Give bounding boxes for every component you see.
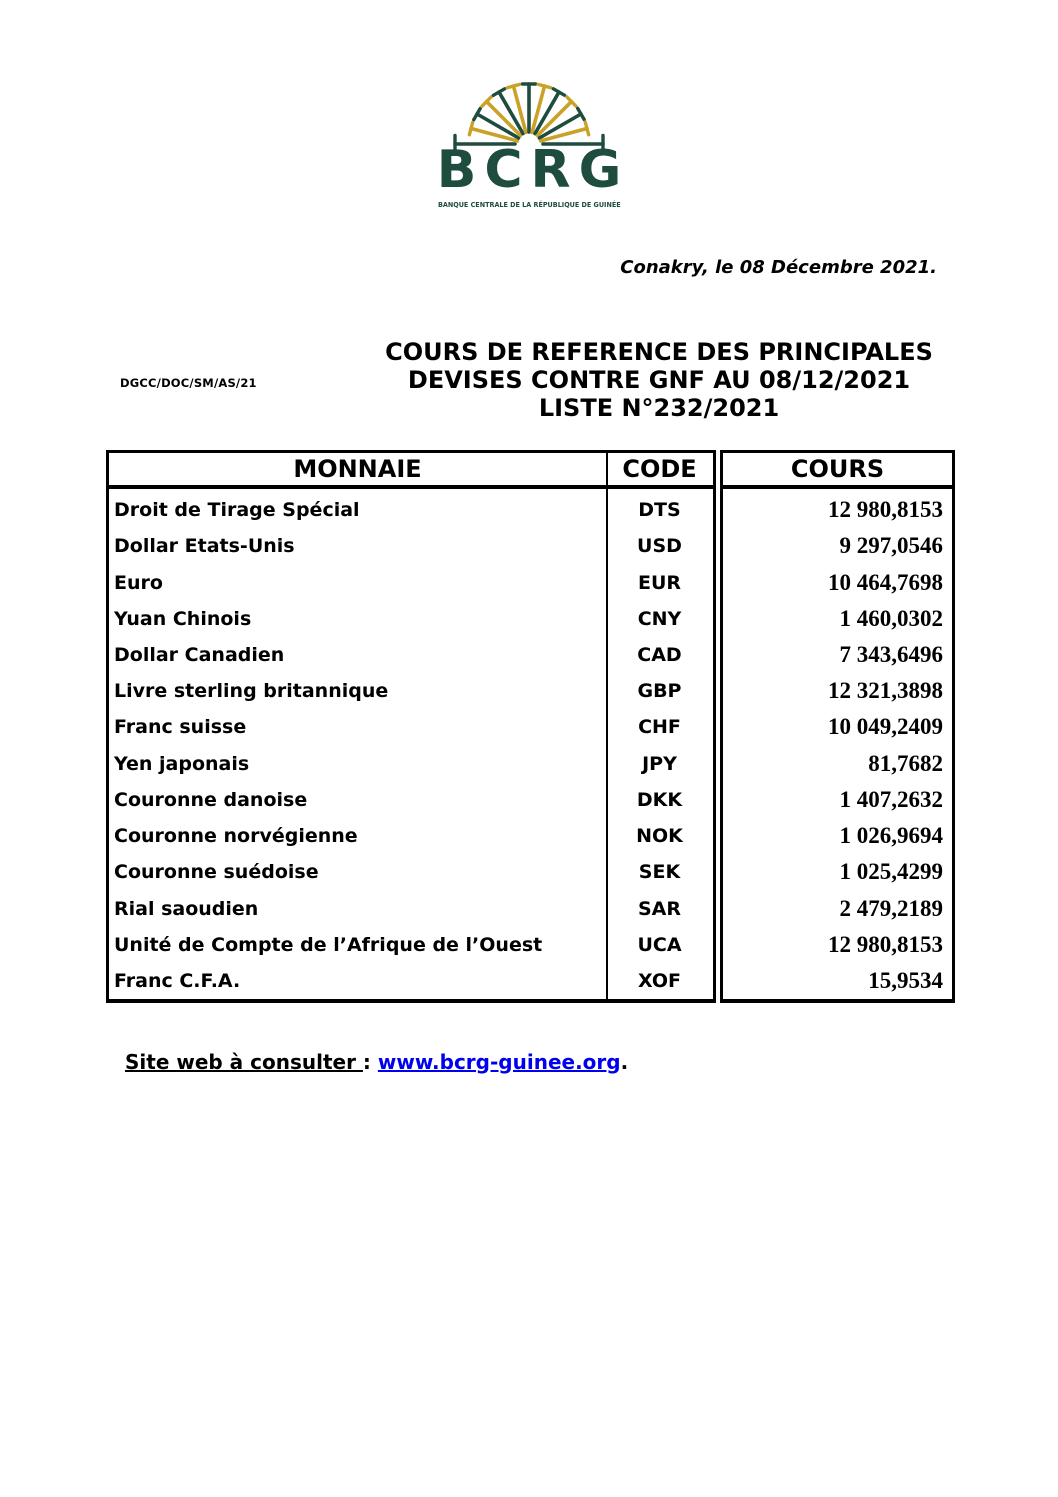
exchange-rate-cell: 1 025,4299	[839, 859, 943, 885]
table-row	[109, 492, 713, 528]
exchange-rate-cell: 1 407,2632	[839, 786, 943, 812]
title-line-2: DEVISES CONTRE GNF AU 08/12/2021	[407, 366, 911, 394]
currency-name-cell: Euro	[114, 571, 163, 594]
header-monnaie: MONNAIE	[293, 455, 422, 483]
title-line-1: COURS DE REFERENCE DES PRINCIPALES	[385, 338, 933, 366]
table-row	[109, 782, 713, 818]
exchange-rate-cell: 1 026,9694	[839, 823, 943, 849]
currency-name-cell: Couronne norvégienne	[114, 825, 358, 848]
currency-code-cell: DTS	[638, 499, 681, 522]
table-row	[109, 709, 713, 745]
currency-name-cell: Couronne danoise	[114, 788, 308, 811]
currency-code-cell: GBP	[637, 680, 682, 703]
table-header-row	[109, 453, 713, 489]
currency-name-cell: Couronne suédoise	[114, 861, 319, 884]
currency-name-cell: Yen japonais	[114, 752, 250, 775]
exchange-rate-cell: 12 321,3898	[828, 678, 943, 704]
currency-code-cell: CNY	[637, 607, 682, 630]
website-link[interactable]: www.bcrg-guinee.org	[377, 1050, 621, 1074]
website-period: .	[620, 1050, 629, 1074]
website-label: Site web à consulter	[125, 1050, 363, 1074]
exchange-rate-cell: 2 479,2189	[839, 895, 943, 921]
exchange-rate-cell: 10 049,2409	[828, 714, 943, 740]
exchange-rate-cell: 7 343,6496	[839, 641, 943, 667]
table-row	[109, 854, 713, 890]
table-row	[109, 601, 713, 637]
table-row	[109, 890, 713, 926]
table-row	[109, 564, 713, 600]
exchange-rate-cell: 10 464,7698	[828, 569, 943, 595]
currency-name-cell: Livre sterling britannique	[114, 680, 389, 703]
rates-body-left	[109, 489, 713, 999]
exchange-rate-cell: 1 460,0302	[839, 605, 943, 631]
currency-name-cell: Dollar Canadien	[114, 643, 285, 666]
logo-wordmark: BCRG	[436, 140, 630, 200]
table-row	[109, 963, 713, 999]
table-row	[109, 528, 713, 564]
document-title	[359, 338, 959, 422]
fan-of-pins-icon	[441, 64, 617, 150]
currency-code-cell: CHF	[638, 716, 681, 739]
exchange-rate-cell: 12 980,8153	[828, 497, 943, 523]
logo-subtitle: BANQUE CENTRALE DE LA RÉPUBLIQUE DE GUINÉE	[437, 201, 621, 209]
currency-code-cell: UCA	[637, 933, 682, 956]
exchange-rates-table	[106, 450, 955, 1003]
currency-name-cell: Rial saoudien	[114, 897, 259, 920]
currency-name-cell: Unité de Compte de l’Afrique de l’Ouest	[114, 933, 543, 956]
bcrg-logo	[0, 64, 1058, 209]
currency-code-cell: USD	[637, 535, 682, 558]
website-separator: :	[362, 1050, 378, 1074]
currency-code-cell: DKK	[636, 788, 683, 811]
monnaie-code-box	[106, 450, 716, 1003]
reference-code: DGCC/DOC/SM/AS/21	[120, 376, 257, 390]
currency-code-cell: CAD	[637, 643, 682, 666]
title-line-3: LISTE N°232/2021	[538, 394, 780, 422]
column-divider	[606, 453, 608, 999]
currency-name-cell: Droit de Tirage Spécial	[114, 499, 360, 522]
currency-code-cell: EUR	[637, 571, 682, 594]
table-row	[109, 927, 713, 963]
header-code: CODE	[622, 455, 697, 483]
currency-name-cell: Yuan Chinois	[114, 607, 252, 630]
cours-box	[720, 450, 955, 1003]
currency-code-cell: NOK	[636, 825, 683, 848]
table-row	[109, 746, 713, 782]
currency-name-cell: Franc suisse	[114, 716, 247, 739]
currency-code-cell: SEK	[638, 861, 681, 884]
exchange-rate-cell: 12 980,8153	[828, 931, 943, 957]
currency-name-cell: Franc C.F.A.	[114, 969, 241, 992]
website-line	[125, 1050, 628, 1074]
currency-code-cell: XOF	[637, 969, 682, 992]
table-row	[109, 818, 713, 854]
exchange-rate-cell: 81,7682	[868, 750, 943, 776]
header-cours: COURS	[723, 453, 952, 489]
exchange-rate-cell: 15,9534	[868, 967, 943, 993]
exchange-rate-cell: 9 297,0546	[839, 533, 943, 559]
table-row	[109, 673, 713, 709]
table-row	[109, 637, 713, 673]
currency-code-cell: JPY	[642, 752, 677, 775]
currency-code-cell: SAR	[637, 897, 682, 920]
rates-body-cours	[723, 489, 952, 999]
currency-name-cell: Dollar Etats-Unis	[114, 535, 295, 558]
date-line: Conakry, le 08 Décembre 2021.	[620, 257, 937, 278]
